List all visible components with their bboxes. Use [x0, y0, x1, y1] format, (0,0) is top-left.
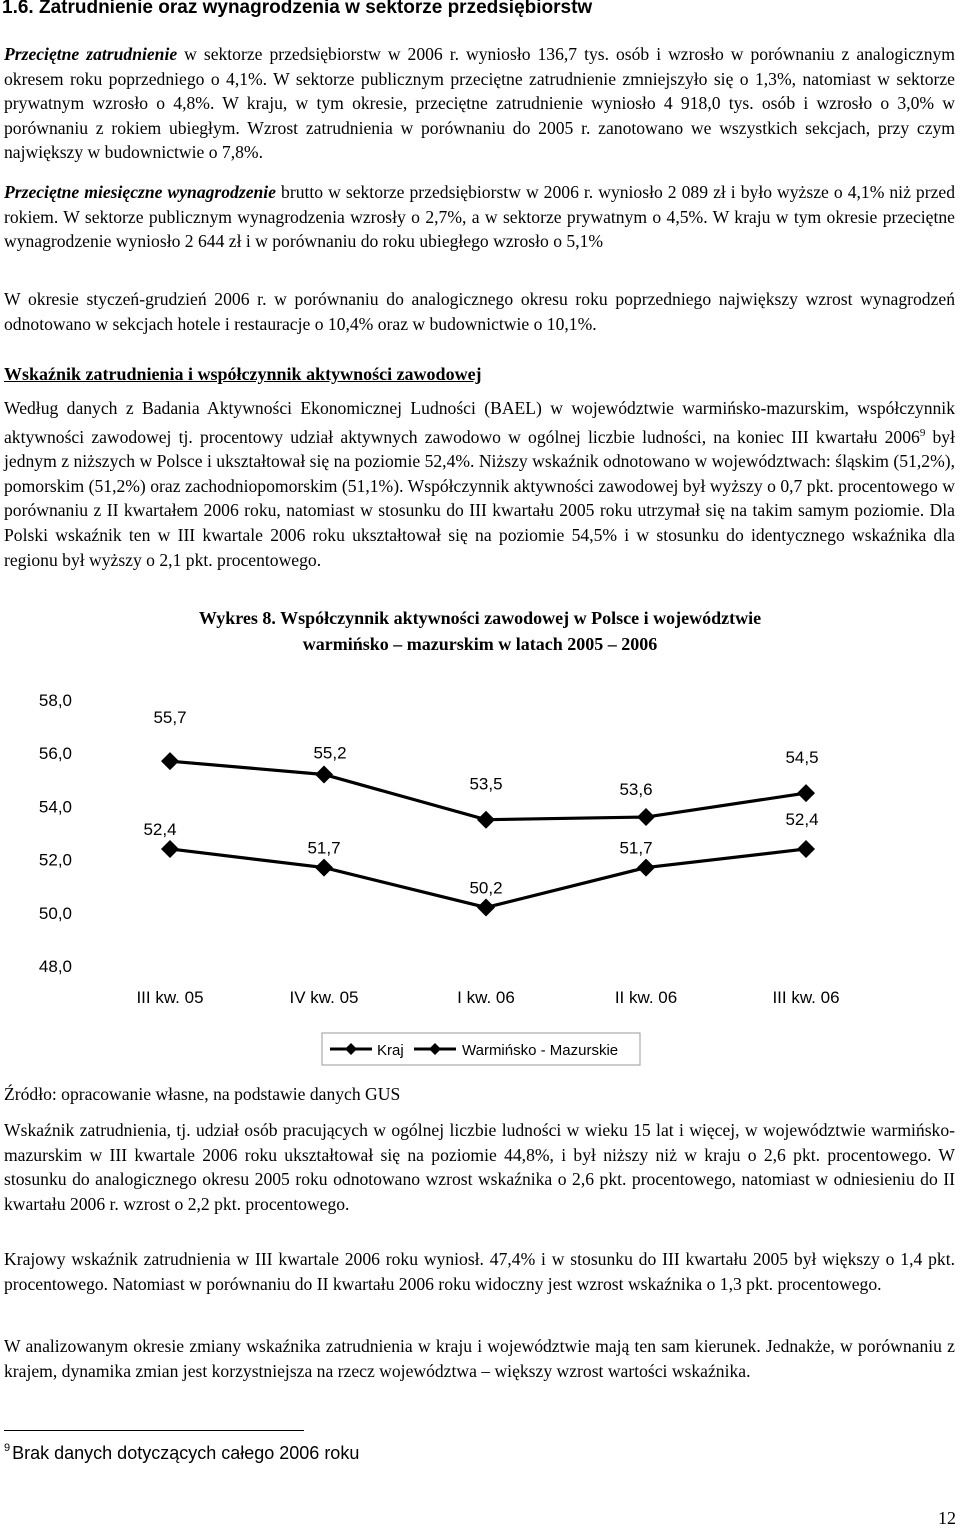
- activity-text-before: Według danych z Badania Aktywności Ekonomicznej Ludności (BAEL) w województwie warmińsko-mazurskim, współczynnik aktywności zawodowej tj. procentowy udział aktywnych zawodowo w ogólnej liczbie ludności, na koniec III kwartału 2006: [4, 398, 955, 447]
- data-point-marker: [797, 784, 815, 802]
- paragraph-wage-growth: W okresie styczeń-grudzień 2006 r. w porównaniu do analogicznego okresu roku poprzedniego największy wzrost wynagrodzeń odnotowano w sekcjach hotele i restauracje o 10,4% oraz w budownictwie o 10,1%.: [4, 289, 955, 334]
- paragraph-employment: [4, 42, 955, 165]
- data-point-marker: [315, 765, 333, 783]
- wages-lead: Przeciętne miesięczne wynagrodzenie: [4, 182, 276, 202]
- section-heading: 1.6. Zatrudnienie oraz wynagrodzenia w sektorze przedsiębiorstw: [2, 0, 593, 18]
- y-tick-label: 50,0: [38, 903, 72, 923]
- data-point-marker: [637, 808, 655, 826]
- data-label: 53,5: [469, 774, 503, 794]
- y-tick-label: 56,0: [38, 744, 72, 764]
- legend-label: Warmińsko - Mazurskie: [462, 1042, 619, 1059]
- page-number: 12: [938, 1508, 956, 1528]
- data-point-marker: [161, 752, 179, 770]
- chart-source: Źródło: opracowanie własne, na podstawie danych GUS: [4, 1084, 401, 1104]
- data-point-marker: [477, 898, 495, 916]
- data-point-marker: [315, 859, 333, 877]
- x-tick-label: I kw. 06: [457, 988, 515, 1007]
- paragraph-activity-rate: [4, 396, 955, 572]
- y-tick-label: 54,0: [38, 797, 72, 817]
- data-label: 53,6: [619, 780, 653, 800]
- activity-text-after: był jednym z niższych w Polsce i ukształtował się na poziomie 52,4%. Niższy wskaźnik odnotowano w województwach: śląskim (51,2%), pomorskim (51,2%) oraz zachodniopomorskim (51,1%). Współczynnik aktywności zawodowej był wyższy o 0,7 pkt. procentowego w porównaniu z II kwartałem 2006 roku, natomiast w stosunku do III kwartału 2005 roku utrzymał się na takim samym poziomie. Dla Polski wskaźnik ten w III kwartale 2006 roku ukształtował się na poziomie 54,5% i w stosunku do identycznego wskaźnika dla regionu był wyższy o 2,1 pkt. procentowego.: [4, 426, 955, 570]
- chart-title-line2: warmińsko – mazurskim w latach 2005 – 2006: [302, 634, 658, 654]
- chart-title: [0, 605, 960, 657]
- data-point-marker: [797, 840, 815, 858]
- data-label: 50,2: [469, 878, 503, 898]
- x-tick-label: III kw. 05: [136, 988, 204, 1007]
- line-chart: [0, 678, 960, 1078]
- paragraph-comparison: W analizowanym okresie zmiany wskaźnika zatrudnienia w kraju i województwie mają ten sam kierunek. Jednakże, w porównaniu z krajem, dynamika zmian jest korzystniejsza na rzecz województwa – większy wzrost wartości wskaźnika.: [4, 1336, 955, 1381]
- chart-title-line1: Wykres 8. Współczynnik aktywności zawodowej w Polsce i województwie: [198, 608, 762, 628]
- data-point-marker: [477, 811, 495, 829]
- employment-text: w sektorze przedsiębiorstw w 2006 r. wyniosło 136,7 tys. osób i wzrosło w porównaniu z analogicznym okresem roku poprzedniego o 4,1%. W sektorze publicznym przeciętne zatrudnienie zmniejszyło się o 1,3%, natomiast w sektorze prywatnym wzrosło o 4,8%. W kraju, w tym okresie, przeciętne zatrudnienie wyniosło 4 918,0 tys. osób i wzrosło o 3,0% w porównaniu z rokiem ubiegłym. Wzrost zatrudnienia w porównaniu do 2005 r. zanotowano we wszystkich sekcjach, przy czym największy w budownictwie o 7,8%.: [4, 44, 955, 163]
- footnote: [4, 1442, 359, 1464]
- data-label: 55,2: [313, 743, 347, 763]
- y-tick-label: 48,0: [38, 957, 72, 976]
- data-label: 51,7: [619, 838, 653, 858]
- x-tick-label: IV kw. 05: [289, 988, 359, 1007]
- paragraph-national-rate: Krajowy wskaźnik zatrudnienia w III kwartale 2006 roku wyniosł. 47,4% i w stosunku do III kwartału 2005 był większy o 1,4 pkt. procentowego. Natomiast w porównaniu do II kwartału 2006 roku widoczny jest wzrost wskaźnika o 1,3 pkt. procentowego.: [4, 1249, 955, 1294]
- paragraph-employment-rate: Wskaźnik zatrudnienia, tj. udział osób pracujących w ogólnej liczbie ludności w wieku 15 lat i więcej, w województwie warmińsko-mazurskim w III kwartale 2006 roku ukształtował się na poziomie 44,8%, i był niższy niż w kraju o 2,6 pkt. procentowego. W stosunku do analogicznego okresu 2005 roku odnotowano wzrost wskaźnika o 2,6 pkt. procentowego, natomiast w odniesieniu do II kwartału 2006 r. wzrost o 2,2 pkt. procentowego.: [4, 1120, 955, 1214]
- employment-lead: Przeciętne zatrudnienie: [4, 44, 178, 64]
- footnote-number: 9: [4, 1442, 11, 1454]
- chart-container: [0, 678, 960, 1078]
- data-label: 55,7: [153, 708, 187, 728]
- footnote-separator: [4, 1430, 304, 1431]
- paragraph-wages: [4, 180, 955, 254]
- y-tick-label: 58,0: [38, 691, 72, 710]
- legend-label: Kraj: [377, 1042, 404, 1059]
- data-point-marker: [161, 840, 179, 858]
- x-tick-label: II kw. 06: [614, 988, 678, 1007]
- y-tick-label: 52,0: [38, 850, 72, 870]
- x-tick-label: III kw. 06: [772, 988, 840, 1007]
- data-label: 51,7: [307, 838, 341, 858]
- wages-text: brutto w sektorze przedsiębiorstw w 2006 r. wyniosło 2 089 zł i było wyższe o 4,1% niż przed rokiem. W sektorze publicznym wynagrodzenia wzrosły o 2,7%, a w sektorze prywatnym o 4,5%. W kraju w tym okresie przeciętne wynagrodzenie wyniosło 2 644 zł i w porównaniu do roku ubiegłego wzrosło o 5,1%: [4, 182, 955, 252]
- subheading-activity: Wskaźnik zatrudnienia i współczynnik aktywności zawodowej: [4, 364, 482, 384]
- footnote-ref: 9: [919, 426, 926, 439]
- data-point-marker: [637, 859, 655, 877]
- data-label: 52,4: [143, 819, 177, 839]
- data-label: 54,5: [785, 748, 819, 768]
- data-label: 52,4: [785, 809, 819, 829]
- footnote-text: Brak danych dotyczących całego 2006 roku: [12, 1443, 360, 1463]
